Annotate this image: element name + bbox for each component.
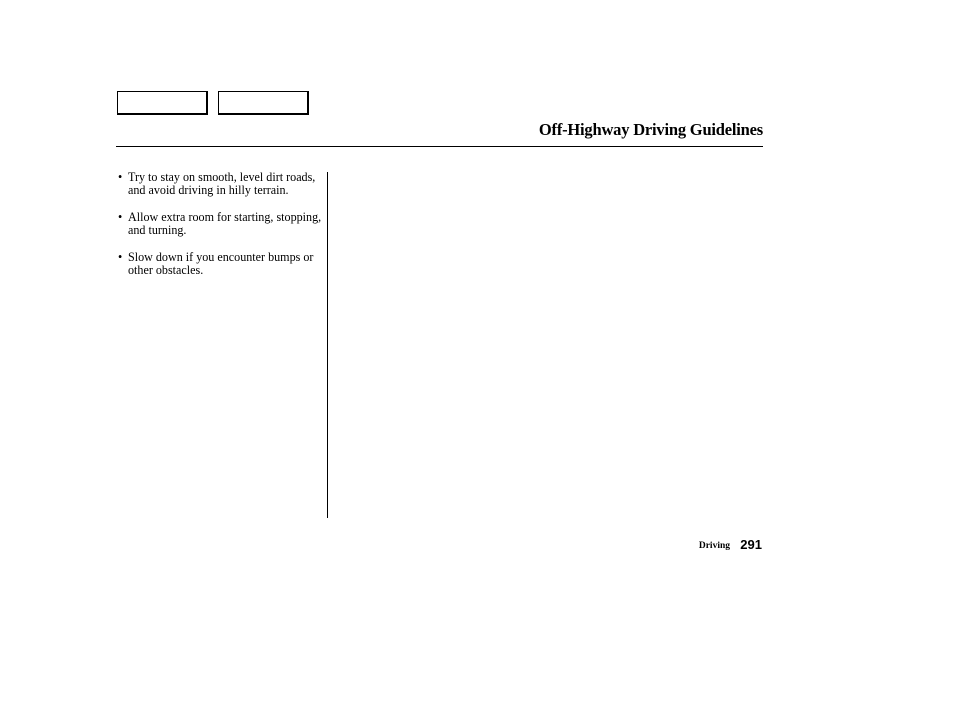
page-title: Off-Highway Driving Guidelines <box>538 120 763 139</box>
list-item-text: Try to stay on smooth, level dirt roads, and avoid driving in hilly terrain. <box>128 170 316 198</box>
column-divider <box>327 172 328 518</box>
bullet-icon: • <box>118 209 123 224</box>
list-item <box>118 211 326 238</box>
list-item <box>118 171 326 198</box>
bullet-icon: • <box>118 249 123 264</box>
nav-next-button[interactable] <box>218 91 309 115</box>
nav-previous-button[interactable] <box>117 91 208 115</box>
bullet-icon: • <box>118 170 123 184</box>
page-number: 291 <box>740 537 762 552</box>
footer-section-label: Driving <box>698 541 730 551</box>
guideline-list <box>118 171 326 290</box>
list-item <box>118 251 326 278</box>
title-divider <box>116 146 763 147</box>
list-item-text: Slow down if you encounter bumps or other obstacles. <box>128 249 314 278</box>
list-item-text: Allow extra room for starting, stopping, and turning. <box>128 209 322 238</box>
